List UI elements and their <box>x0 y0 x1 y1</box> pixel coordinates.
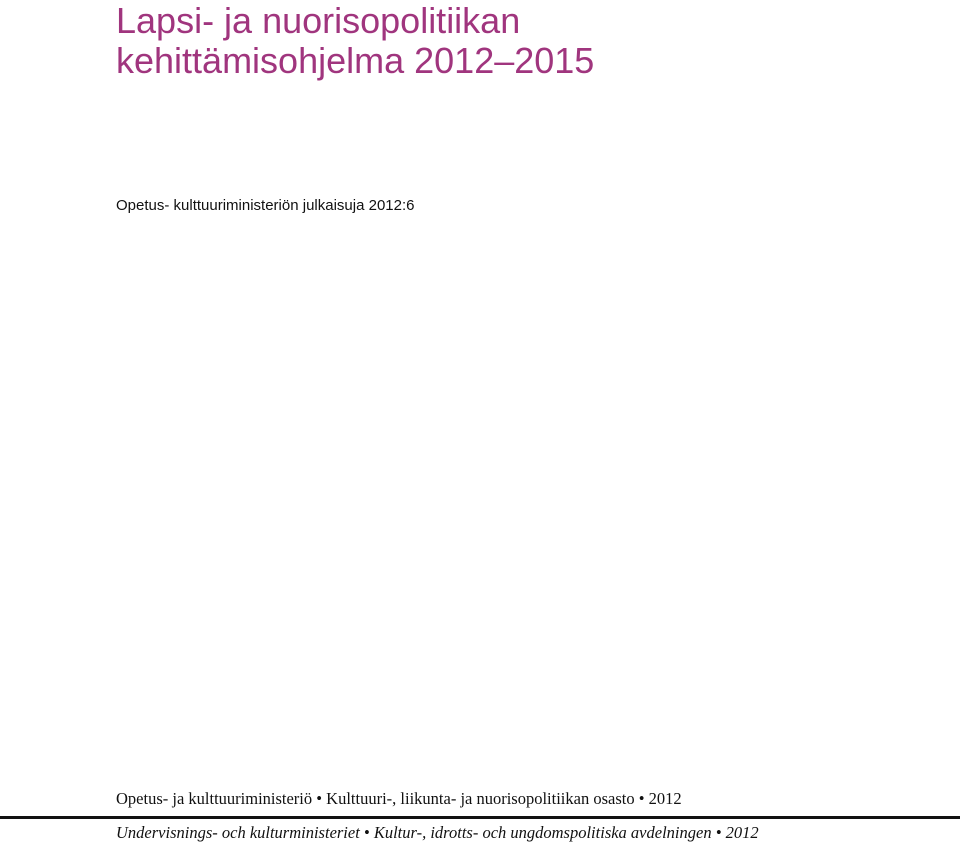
document-title <box>116 1 594 81</box>
publication-series: Opetus- kulttuuriministeriön julkaisuja 2012:6 <box>116 197 415 214</box>
divider-rule <box>0 816 960 819</box>
publisher-line-swedish: Undervisnings- och kulturministeriet • Kultur-, idrotts- och ungdomspolitiska avdelningen • 2012 <box>116 823 759 842</box>
title-line-2: kehittämisohjelma 2012–2015 <box>116 40 595 81</box>
title-line-1: Lapsi- ja nuorisopolitiikan <box>116 0 521 41</box>
publisher-line-finnish: Opetus- ja kulttuuriministeriö • Kulttuuri-, liikunta- ja nuorisopolitiikan osasto • 2012 <box>116 789 682 808</box>
